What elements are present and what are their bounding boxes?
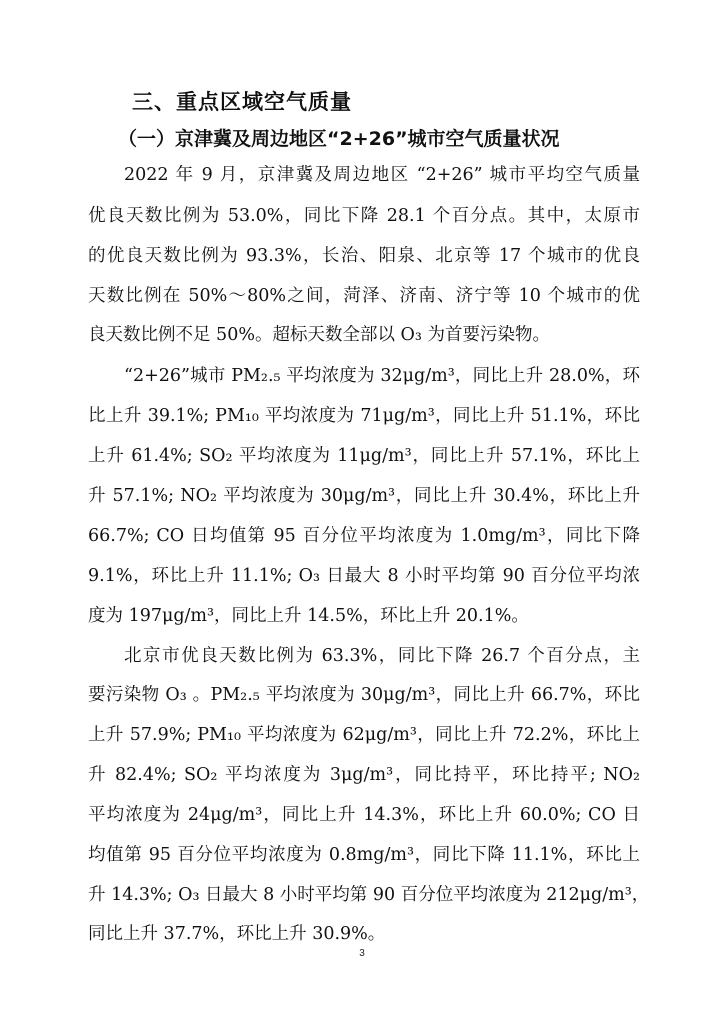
paragraph-2-line-4: 升 57.1%; NO₂ 平均浓度为 30μg/m³，同比上升 30.4%，环比上升 [88,486,640,506]
paragraph-3-line-8: 同比上升 37.7%，环比上升 30.9%。 [88,924,386,944]
paragraph-3-line-4: 升 82.4%; SO₂ 平均浓度为 3μg/m³，同比持平，环比持平; NO₂ [88,765,640,785]
paragraph-2-line-6: 9.1%，环比上升 11.1%; O₃ 日最大 8 小时平均第 90 百分位平均浓 [88,566,640,586]
paragraph-1-line-4: 天数比例在 50%～80%之间，菏泽、济南、济宁等 10 个城市的优 [88,286,640,306]
paragraph-3-line-1: 北京市优良天数比例为 63.3%，同比下降 26.7 个百分点，主 [124,646,640,666]
paragraph-2-line-7: 度为 197μg/m³，同比上升 14.5%，环比上升 20.1%。 [88,606,529,626]
paragraph-2-line-2: 比上升 39.1%; PM₁₀ 平均浓度为 71μg/m³，同比上升 51.1%，环比 [88,406,640,426]
paragraph-1-line-5: 良天数比例不足 50%。超标天数全部以 O₃ 为首要污染物。 [88,325,550,345]
paragraph-1-line-1: 2022 年 9 月，京津冀及周边地区 “2+26” 城市平均空气质量 [124,165,640,185]
paragraph-2-line-1: “2+26”城市 PM₂.₅ 平均浓度为 32μg/m³，同比上升 28.0%，环 [124,366,640,386]
paragraph-3-line-5: 平均浓度为 24μg/m³，同比上升 14.3%，环比上升 60.0%; CO 日 [88,805,640,825]
paragraph-3-line-3: 上升 57.9%; PM₁₀ 平均浓度为 62μg/m³，同比上升 72.2%，环比上 [88,725,640,745]
section-heading: 三、重点区域空气质量 [132,90,352,114]
paragraph-2-line-3: 上升 61.4%; SO₂ 平均浓度为 11μg/m³，同比上升 57.1%，环比上 [88,446,640,466]
paragraph-2-line-5: 66.7%; CO 日均值第 95 百分位平均浓度为 1.0mg/m³，同比下降 [88,526,640,546]
subsection-heading: （一）京津冀及周边地区“2+26”城市空气质量状况 [118,128,560,150]
paragraph-1-line-2: 优良天数比例为 53.0%，同比下降 28.1 个百分点。其中，太原市 [88,206,640,226]
paragraph-3-line-7: 升 14.3%; O₃ 日最大 8 小时平均第 90 百分位平均浓度为 212μg/m³， [88,885,650,905]
paragraph-1-line-3: 的优良天数比例为 93.3%，长治、阳泉、北京等 17 个城市的优良 [88,246,640,266]
paragraph-3-line-6: 均值第 95 百分位平均浓度为 0.8mg/m³，同比下降 11.1%，环比上 [88,845,640,865]
page-number: 3 [359,948,365,959]
paragraph-3-line-2: 要污染物 O₃ 。PM₂.₅ 平均浓度为 30μg/m³，同比上升 66.7%，环比 [88,685,640,705]
